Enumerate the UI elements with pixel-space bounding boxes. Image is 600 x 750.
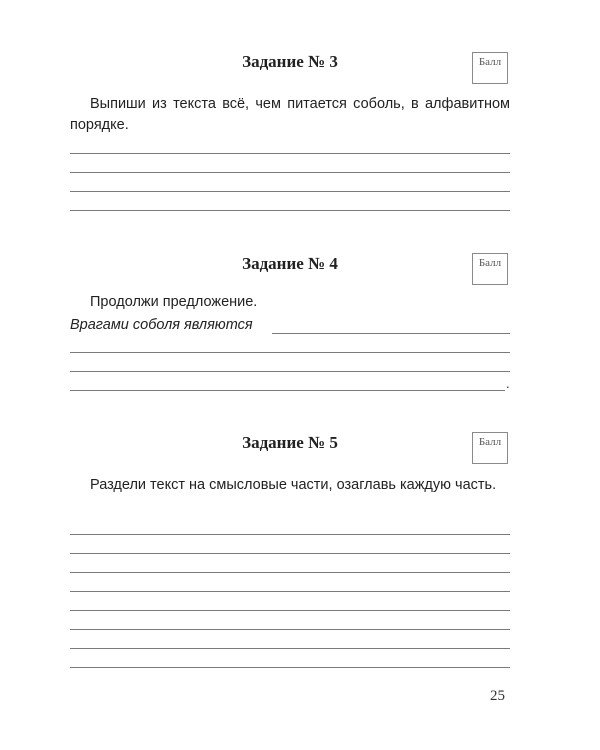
task-5-answer-line-4[interactable] [70,591,510,592]
task-5-title: Задание № 5 [242,433,338,452]
task-4-title: Задание № 4 [242,254,338,273]
task-4-answer-line-3[interactable] [70,371,510,372]
task-5-answer-line-1[interactable] [70,534,510,535]
task-3-answer-line-3[interactable] [70,191,510,192]
task-4-answer-line-2[interactable] [70,352,510,353]
task-4-score-box[interactable]: Балл [472,253,508,285]
task-5-answer-line-2[interactable] [70,553,510,554]
task-5-answer-line-3[interactable] [70,572,510,573]
task-3-answer-line-4[interactable] [70,210,510,211]
task-3-answer-line-2[interactable] [70,172,510,173]
task-4-answer-line-1[interactable] [272,333,510,334]
task-5-score-box[interactable]: Балл [472,432,508,464]
task-4-sentence-start: Врагами соболя являются [70,317,253,333]
task-3-answer-line-1[interactable] [70,153,510,154]
task-3-prompt: Выпиши из текста всё, чем питается соболь, в алфавитном порядке. [70,96,510,133]
task-5-answer-line-8[interactable] [70,667,510,668]
task-3-title: Задание № 3 [242,52,338,71]
page-number: 25 [490,688,505,704]
task-4-answer-line-4[interactable] [70,390,505,391]
task-4-end-mark: . [506,376,510,391]
task-5-answer-line-5[interactable] [70,610,510,611]
task-5-prompt: Раздели текст на смысловые части, озаглавь каждую часть. [90,477,497,493]
task-5-answer-line-7[interactable] [70,648,510,649]
task-4-prompt: Продолжи предложение. [90,294,258,310]
task-5-answer-line-6[interactable] [70,629,510,630]
task-3-score-box[interactable]: Балл [472,52,508,84]
